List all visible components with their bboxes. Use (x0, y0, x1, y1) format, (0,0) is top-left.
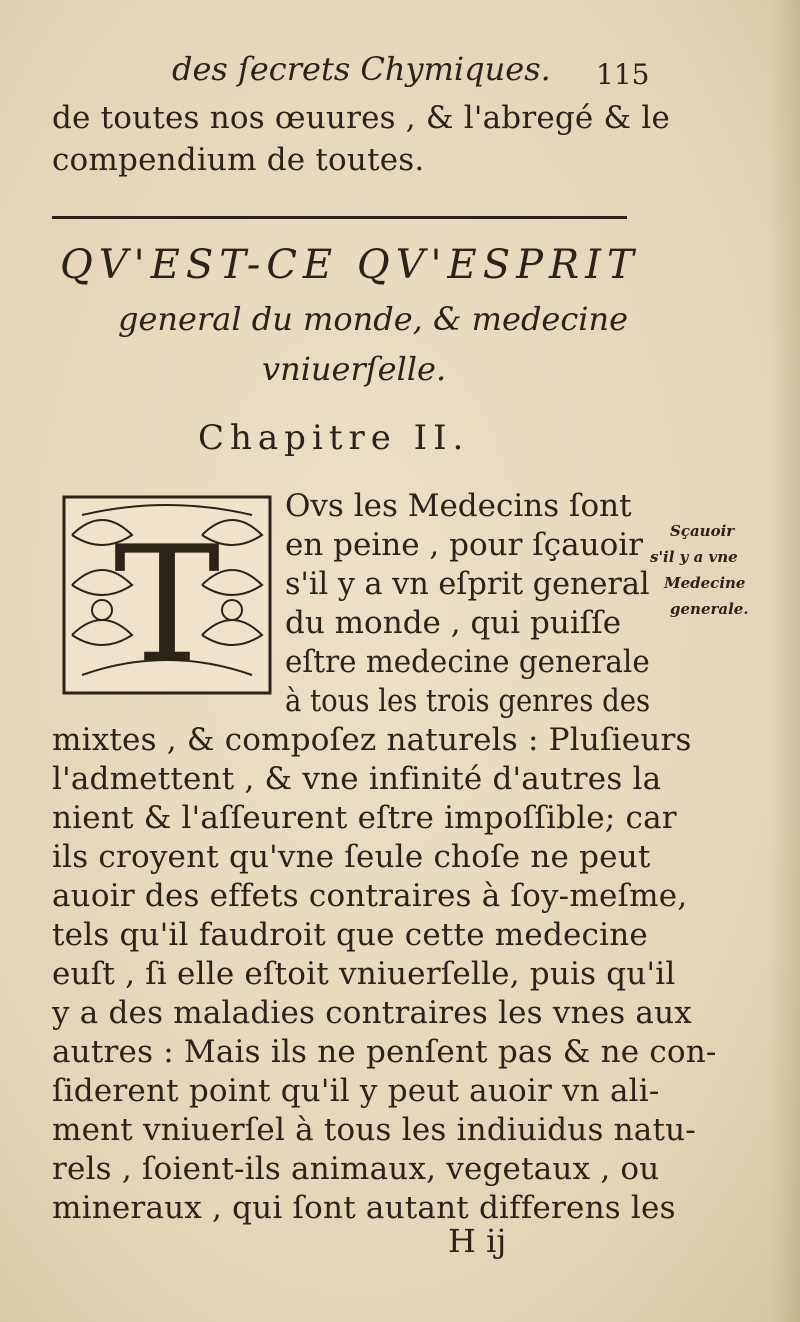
page-number: 115 (596, 58, 650, 91)
section-subtitle: general du monde, & medecine (118, 300, 629, 338)
marginal-note: generale. (670, 600, 749, 618)
page-edge-shadow (770, 0, 800, 1322)
section-subtitle: vniuerſelle. (262, 350, 447, 388)
body-line: l'admettent , & vne infinité d'autres la (52, 761, 662, 797)
decorated-initial (62, 495, 272, 695)
body-line: tels qu'il faudroit que cette medecine (52, 917, 648, 953)
text-line: eſtre medecine generale (285, 644, 650, 680)
body-line: nient & l'aſſeurent eſtre impoſſible; car (52, 800, 677, 836)
body-line: ſiderent point qu'il y peut auoir vn ali- (52, 1073, 660, 1109)
body-line: y a des maladies contraires les vnes aux (52, 995, 692, 1031)
body-line: ils croyent qu'vne ſeule choſe ne peut (52, 839, 651, 875)
text-line: en peine , pour ſçauoir (285, 527, 643, 563)
marginal-note: s'il y a vne (650, 548, 738, 566)
text-line: Ovs les Medecins ſont (285, 488, 632, 524)
text-line: du monde , qui puiſſe (285, 605, 622, 641)
body-line: rels , ſoient-ils animaux, vegetaux , ou (52, 1151, 660, 1187)
opening-line: compendium de toutes. (52, 142, 425, 178)
foliage-ornament-icon (62, 495, 272, 695)
section-title: QV'EST-CE QV'ESPRIT (60, 242, 640, 288)
body-line: ment vniuerſel à tous les indiuidus natu- (52, 1112, 696, 1148)
signature-mark: H ij (448, 1222, 507, 1260)
body-line: auoir des effets contraires à ſoy-meſme, (52, 878, 688, 914)
text-line: à tous les trois genres des (285, 683, 651, 719)
body-line: euſt , ſi elle eſtoit vniuerſelle, puis qu'il (52, 956, 676, 992)
marginal-note: Sçauoir (670, 522, 735, 540)
initial-letter: T (113, 511, 221, 695)
running-title: des ſecrets Chymiques. (172, 50, 551, 88)
opening-line: de toutes nos œuures , & l'abregé & le (52, 100, 671, 136)
text-line: s'il y a vn eſprit general (285, 566, 650, 602)
section-rule (52, 216, 627, 219)
chapter-heading: Chapitre II. (198, 418, 470, 458)
body-line: mineraux , qui ſont autant differens les (52, 1190, 676, 1226)
marginal-note: Medecine (664, 574, 746, 592)
body-line: mixtes , & compoſez naturels : Pluſieurs (52, 722, 692, 758)
body-line: autres : Mais ils ne penſent pas & ne con- (52, 1034, 717, 1070)
